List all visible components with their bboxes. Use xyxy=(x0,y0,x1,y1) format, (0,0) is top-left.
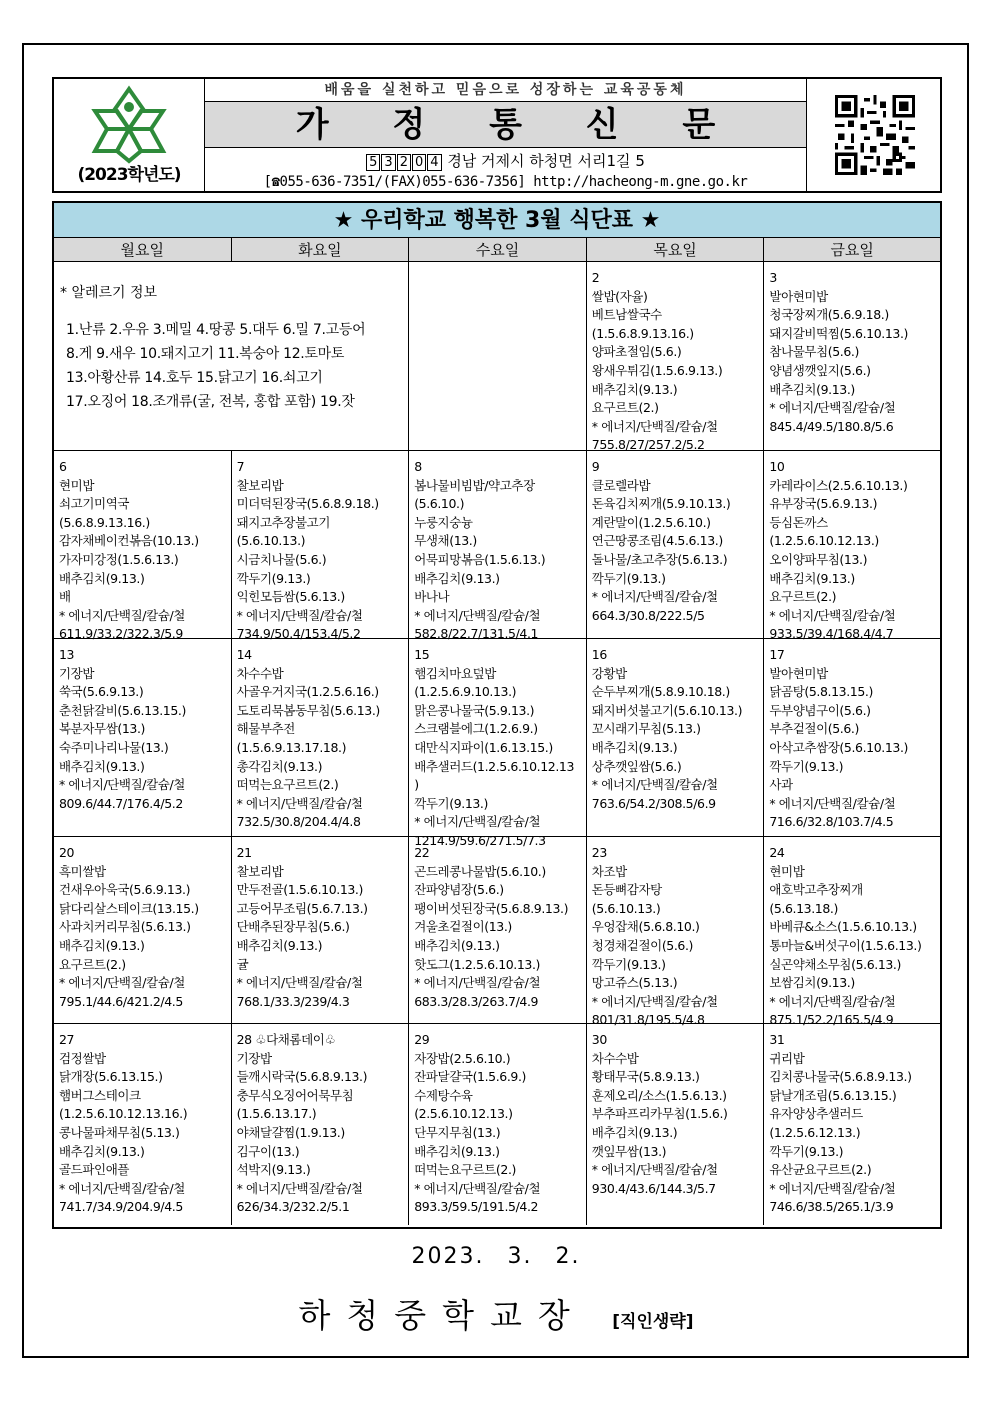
menu-item: * 에너지/단백질/칼슘/철 xyxy=(591,777,718,793)
menu-date: 14 xyxy=(236,647,252,662)
menu-cell xyxy=(764,262,940,450)
menu-item: 검정쌀밥 xyxy=(59,1050,106,1066)
weekday-label: 화요일 xyxy=(232,238,410,261)
menu-item: * 에너지/단백질/칼슘/철 xyxy=(59,975,185,991)
menu-item: 황태무국(5.8.9.13.) xyxy=(591,1069,700,1085)
menu-item: 연근땅콩조림(4.5.6.13.) xyxy=(591,533,723,549)
menu-item: 충무식오징어어묵무침 xyxy=(236,1087,354,1103)
menu-item: * 에너지/단백질/칼슘/철 xyxy=(414,1180,541,1196)
weekday-label: 월요일 xyxy=(54,238,232,261)
menu-date: 9 xyxy=(591,459,600,474)
menu-cell xyxy=(409,837,587,1023)
menu-item: 양념생깻잎지(5.6.) xyxy=(769,362,871,378)
menu-date: 17 xyxy=(769,647,785,662)
header-center xyxy=(205,79,807,191)
menu-item: 사과치커리무침(5.6.13.) xyxy=(59,919,191,935)
menu-item: 유부장국(5.6.9.13.) xyxy=(769,496,878,512)
menu-item: 건새우아욱국(5.6.9.13.) xyxy=(59,882,191,898)
menu-item: * 에너지/단백질/칼슘/철 xyxy=(414,814,541,830)
menu-cell xyxy=(54,451,232,642)
menu-item: 김구이(13.) xyxy=(236,1143,300,1159)
menu-cell xyxy=(764,1024,940,1225)
menu-item: * 에너지/단백질/칼슘/철 xyxy=(236,1180,363,1196)
menu-item: 상추깻잎쌈(5.6.) xyxy=(591,758,682,774)
menu-item: 자장밥(2.5.6.10.) xyxy=(414,1050,511,1066)
menu-item: * 에너지/단백질/칼슘/철 xyxy=(769,993,896,1009)
menu-item: 찰보리밥 xyxy=(236,477,284,493)
menu-item: 발아현미밥 xyxy=(769,665,828,681)
menu-item: * 에너지/단백질/칼슘/철 xyxy=(769,795,896,811)
menu-cell-empty xyxy=(409,262,587,450)
menu-cell xyxy=(587,837,765,1028)
menu-item: 콩나물파채무침(5.13.) xyxy=(59,1124,180,1140)
menu-item: 683.3/28.3/263.7/4.9 xyxy=(414,993,539,1009)
menu-item: 잔파달걀국(1.5.6.9.) xyxy=(414,1069,527,1085)
weekday-label: 수요일 xyxy=(409,238,587,261)
menu-item: 795.1/44.6/421.2/4.5 xyxy=(59,993,183,1009)
menu-item: 감자채베이컨볶음(10.13.) xyxy=(59,533,199,549)
menu-item: 곤드레콩나물밥(5.6.10.) xyxy=(414,863,546,879)
menu-item: 등심돈까스 xyxy=(769,514,828,530)
menu-item: 핫도그(1.2.5.6.10.13.) xyxy=(414,956,541,972)
menu-item: 강황밥 xyxy=(591,665,627,681)
menu-cell xyxy=(232,1024,410,1225)
menu-item: 수제탕수육 xyxy=(414,1087,473,1103)
menu-date: 7 xyxy=(236,459,245,474)
menu-item: 골드파인애플 xyxy=(59,1162,130,1178)
menu-item: 닭개장(5.6.13.15.) xyxy=(59,1069,163,1085)
zip-digit: 3 xyxy=(381,154,395,171)
menu-item: 배추샐러드(1.2.5.6.10.12.13 xyxy=(414,758,575,774)
school-logo-box xyxy=(54,79,205,191)
menu-item: 무생채(13.) xyxy=(414,533,477,549)
menu-item: * 에너지/단백질/칼슘/철 xyxy=(769,1180,896,1196)
menu-item: 611.9/33.2/322.3/5.9 xyxy=(59,626,183,642)
menu-item: 망고쥬스(5.13.) xyxy=(591,975,678,991)
zip-digit: 5 xyxy=(366,154,380,171)
menu-item: (2.5.6.10.12.13.) xyxy=(414,1106,513,1122)
menu-item: * 에너지/단백질/칼슘/철 xyxy=(591,418,718,434)
menu-item: 쇠고기미역국 xyxy=(59,496,130,512)
menu-item: 바베큐&소스(1.5.6.10.13.) xyxy=(769,919,917,935)
menu-item: * 에너지/단백질/칼슘/철 xyxy=(414,975,541,991)
menu-item: 참나물무침(5.6.) xyxy=(769,344,859,360)
menu-item: * 에너지/단백질/칼슘/철 xyxy=(236,607,363,623)
allergy-line: 17.오징어 18.조개류(굴, 전복, 홍합 포함) 19.잣 xyxy=(66,394,355,410)
menu-date: 13 xyxy=(59,647,75,662)
menu-item: (1.5.6.13.17.) xyxy=(236,1106,317,1122)
principal-name: 하청중학교장 xyxy=(298,1296,586,1335)
menu-item: 떠먹는요구르트(2.) xyxy=(236,777,339,793)
menu-cell xyxy=(587,262,765,453)
school-contact[interactable]: [☎055-636-7351/(FAX)055-636-7356] http://hacheong-m.gne.go.kr xyxy=(263,174,748,190)
menu-item: 차수수밥 xyxy=(236,665,284,681)
menu-item: 875.1/52.2/165.5/4.9 xyxy=(769,1012,894,1028)
menu-item: 배추김치(9.13.) xyxy=(59,758,145,774)
school-year: (2023학년도) xyxy=(77,165,181,185)
menu-item: 바나나 xyxy=(414,589,450,605)
menu-date: 30 xyxy=(591,1032,607,1047)
menu-item: 933.5/39.4/168.4/4.7 xyxy=(769,626,894,642)
menu-item: * 에너지/단백질/칼슘/철 xyxy=(591,993,718,1009)
menu-cell xyxy=(764,451,940,642)
menu-item: * 에너지/단백질/칼슘/철 xyxy=(59,1180,185,1196)
menu-item: * 에너지/단백질/칼슘/철 xyxy=(769,607,896,623)
menu-date: 24 xyxy=(769,845,785,860)
menu-item: (5.6.13.18.) xyxy=(769,900,838,916)
menu-item: 차조밥 xyxy=(591,863,627,879)
menu-item: 809.6/44.7/176.4/5.2 xyxy=(59,795,183,811)
menu-item: 통마늘&버섯구이(1.5.6.13.) xyxy=(769,937,922,953)
menu-item: 익힌모듬쌈(5.6.13.) xyxy=(236,589,345,605)
menu-item: 돈육김치찌개(5.9.10.13.) xyxy=(591,496,731,512)
menu-item: 582.8/22.7/131.5/4.1 xyxy=(414,626,539,642)
menu-cell xyxy=(54,639,232,836)
menu-item: 오이양파무침(13.) xyxy=(769,551,868,567)
school-address-line xyxy=(205,150,806,172)
menu-item: 사과 xyxy=(769,777,793,793)
menu-item: 도토리묵봄동무침(5.6.13.) xyxy=(236,702,380,718)
menu-item: * 에너지/단백질/칼슘/철 xyxy=(769,400,896,416)
menu-item: 단무지무침(13.) xyxy=(414,1124,501,1140)
menu-item: * 에너지/단백질/칼슘/철 xyxy=(59,607,185,623)
menu-item: 깍두기(9.13.) xyxy=(414,795,488,811)
menu-item: * 에너지/단백질/칼슘/철 xyxy=(591,589,718,605)
menu-item: 기장밥 xyxy=(236,1050,272,1066)
menu-item: 현미밥 xyxy=(59,477,95,493)
lunch-menu-table xyxy=(52,201,942,1229)
menu-item: 깍두기(9.13.) xyxy=(236,570,311,586)
menu-item: 아삭고추쌈장(5.6.10.13.) xyxy=(769,739,908,755)
menu-item: 애호박고추장찌개 xyxy=(769,882,863,898)
menu-cell xyxy=(587,639,765,836)
menu-date: 3 xyxy=(769,270,777,285)
menu-item: 배추김치(9.13.) xyxy=(591,1124,678,1140)
menu-item: (5.6.10.) xyxy=(414,496,465,512)
menu-item: 쑥국(5.6.9.13.) xyxy=(59,684,144,700)
menu-item: 746.6/38.5/265.1/3.9 xyxy=(769,1199,894,1215)
menu-item: 돼지고추장불고기 xyxy=(236,514,330,530)
menu-date: 15 xyxy=(414,647,430,662)
menu-item: 현미밥 xyxy=(769,863,805,879)
menu-item: 요구르트(2.) xyxy=(59,956,126,972)
menu-item: 베트남쌀국수 xyxy=(591,307,662,323)
menu-item: 숙주미나리나물(13.) xyxy=(59,739,169,755)
menu-item: (5.6.8.9.13.16.) xyxy=(59,514,150,530)
menu-item: 어묵피망볶음(1.5.6.13.) xyxy=(414,551,546,567)
menu-item: 카레라이스(2.5.6.10.13.) xyxy=(769,477,908,493)
menu-item: 발아현미밥 xyxy=(769,288,828,304)
menu-item: 순두부찌개(5.8.9.10.18.) xyxy=(591,684,730,700)
menu-date: 21 xyxy=(236,845,252,860)
school-address: 경남 거제시 하청면 서리1길 5 xyxy=(447,152,645,170)
menu-item: 찰보리밥 xyxy=(236,863,284,879)
menu-item: 야채달걀찜(1.9.13.) xyxy=(236,1124,345,1140)
menu-item: 930.4/43.6/144.3/5.7 xyxy=(591,1180,716,1196)
menu-item: 801/31.8/195.5/4.8 xyxy=(591,1012,705,1028)
menu-item: 부추파프리카무침(1.5.6.) xyxy=(591,1106,728,1122)
menu-item: 요구르트(2.) xyxy=(591,400,659,416)
menu-item: 양파초절임(5.6.) xyxy=(591,344,682,360)
menu-cell xyxy=(587,451,765,638)
menu-date: 20 xyxy=(59,845,75,860)
menu-item: 쌀밥(자율) xyxy=(591,288,648,304)
menu-date: 8 xyxy=(414,459,422,474)
page-title: 가 정 통 신 문 xyxy=(205,102,806,148)
menu-date: 28 ♧다채롬데이♧ xyxy=(236,1032,336,1047)
menu-item: * 에너지/단백질/칼슘/철 xyxy=(236,975,363,991)
menu-item: 총각김치(9.13.) xyxy=(236,758,323,774)
menu-item: 돼지버섯불고기(5.6.10.13.) xyxy=(591,702,743,718)
menu-item: (1.2.5.6.12.13.) xyxy=(769,1124,861,1140)
weekday-header xyxy=(54,238,940,262)
zip-digit: 4 xyxy=(427,154,441,171)
menu-date: 31 xyxy=(769,1032,785,1047)
menu-item: 햄버그스테이크 xyxy=(59,1087,141,1103)
menu-date: 29 xyxy=(414,1032,430,1047)
school-motto: 배움을 실천하고 믿음으로 성장하는 교육공동체 xyxy=(205,79,806,102)
qr-code-icon[interactable] xyxy=(835,95,915,175)
menu-item: 춘천닭갈비(5.6.13.15.) xyxy=(59,702,186,718)
menu-date: 10 xyxy=(769,459,785,474)
menu-cell xyxy=(764,837,940,1028)
menu-item: (1.2.5.6.10.12.13.) xyxy=(769,533,879,549)
menu-item: 보쌈김치(9.13.) xyxy=(769,975,855,991)
menu-item: 배추김치(9.13.) xyxy=(591,381,678,397)
menu-item: 716.6/32.8/103.7/4.5 xyxy=(769,814,894,830)
menu-item: 깻잎무쌈(13.) xyxy=(591,1143,667,1159)
menu-item: 배추김치(9.13.) xyxy=(236,937,323,953)
menu-date: 6 xyxy=(59,459,67,474)
menu-item: (1.5.6.9.13.17.18.) xyxy=(236,739,347,755)
weekday-label: 금요일 xyxy=(830,241,874,259)
menu-item: 귤 xyxy=(236,956,249,972)
menu-item: 닭다리살스테이크(13.15.) xyxy=(59,900,199,916)
menu-item: 732.5/30.8/204.4/4.8 xyxy=(236,814,361,830)
menu-item: 664.3/30.8/222.5/5 xyxy=(591,607,705,623)
menu-date: 2 xyxy=(591,270,600,285)
menu-item: 배 xyxy=(59,589,71,605)
menu-item: 왕새우튀김(1.5.6.9.13.) xyxy=(591,362,723,378)
menu-item: 1214.9/59.6/271.5/7.3 xyxy=(414,832,546,848)
week-row-2 xyxy=(54,451,940,642)
menu-item: 들깨시락국(5.6.8.9.13.) xyxy=(236,1069,368,1085)
menu-item: 부추겉절이(5.6.) xyxy=(769,721,859,737)
qr-code-box xyxy=(807,79,940,191)
menu-cell xyxy=(764,639,940,836)
menu-item: 요구르트(2.) xyxy=(769,589,837,605)
menu-cell xyxy=(409,639,587,848)
menu-date: 27 xyxy=(59,1032,75,1047)
menu-item: 사골우거지국(1.2.5.6.16.) xyxy=(236,684,379,700)
menu-date: 23 xyxy=(591,845,607,860)
menu-item: 배추김치(9.13.) xyxy=(769,570,855,586)
week-row-5 xyxy=(54,1024,940,1225)
menu-item: 청경채겉절이(5.6.) xyxy=(591,937,694,953)
allergy-line: 1.난류 2.우유 3.메밀 4.땅콩 5.대두 6.밀 7.고등어 xyxy=(66,322,366,338)
menu-item: 꼬시래기무침(5.13.) xyxy=(591,721,701,737)
menu-item: 배추김치(9.13.) xyxy=(414,1143,500,1159)
menu-item: 755.8/27/257.2/5.2 xyxy=(591,437,705,453)
menu-item: 닭날개조림(5.6.13.15.) xyxy=(769,1087,897,1103)
weekday-label: 목요일 xyxy=(587,238,765,261)
menu-item: (5.6.10.13.) xyxy=(236,533,306,549)
menu-item: 팽이버섯된장국(5.6.8.9.13.) xyxy=(414,900,569,916)
menu-item: 배추김치(9.13.) xyxy=(59,1143,145,1159)
menu-item: 배추김치(9.13.) xyxy=(414,937,500,953)
menu-item: 두부양념구이(5.6.) xyxy=(769,702,871,718)
menu-item: * 에너지/단백질/칼슘/철 xyxy=(414,607,541,623)
allergy-line: 8.게 9.새우 10.돼지고기 11.복숭아 12.토마토 xyxy=(66,346,345,362)
menu-item: 시금치나물(5.6.) xyxy=(236,551,327,567)
menu-item: 유자양상추샐러드 xyxy=(769,1106,863,1122)
menu-item: 763.6/54.2/308.5/6.9 xyxy=(591,795,716,811)
menu-cell xyxy=(232,837,410,1023)
menu-item: 깍두기(9.13.) xyxy=(591,570,666,586)
menu-cell xyxy=(587,1024,765,1225)
menu-cell xyxy=(232,451,410,642)
menu-item: 대만식지파이(1.6.13.15.) xyxy=(414,739,553,755)
menu-item: (1.2.5.6.9.10.13.) xyxy=(414,684,517,700)
menu-title: ★ 우리학교 행복한 3월 식단표 ★ xyxy=(54,203,940,238)
menu-item: 훈제오리/소스(1.5.6.13.) xyxy=(591,1087,727,1103)
menu-item: 햄김치마요덮밥 xyxy=(414,665,496,681)
menu-item: 차수수밥 xyxy=(591,1050,639,1066)
menu-item: 겨울초겉절이(13.) xyxy=(414,919,512,935)
menu-item: 누룽지숭늉 xyxy=(414,514,473,530)
allergy-heading: * 알레르기 정보 xyxy=(60,285,158,301)
menu-item: 맑은콩나물국(5.9.13.) xyxy=(414,702,535,718)
allergy-line: 13.아황산류 14.호두 15.닭고기 16.쇠고기 xyxy=(66,370,323,386)
principal-signature xyxy=(0,1290,992,1337)
menu-item: (1.5.6.8.9.13.16.) xyxy=(591,325,694,341)
menu-item: 741.7/34.9/204.9/4.5 xyxy=(59,1199,183,1215)
menu-item: (1.2.5.6.10.12.13.16.) xyxy=(59,1106,188,1122)
menu-item: 해물부추전 xyxy=(236,721,295,737)
school-emblem-icon xyxy=(87,85,171,163)
menu-cell xyxy=(232,639,410,836)
newsletter-header xyxy=(52,77,942,193)
menu-item: 귀리밥 xyxy=(769,1050,805,1066)
menu-item: 626/34.3/232.2/5.1 xyxy=(236,1199,350,1215)
allergy-info xyxy=(54,262,409,450)
menu-item: 잔파양념장(5.6.) xyxy=(414,882,504,898)
menu-date: 22 xyxy=(414,845,430,860)
menu-item: 가자미강정(1.5.6.13.) xyxy=(59,551,179,567)
menu-item: 기장밥 xyxy=(59,665,95,681)
menu-item: 유산균요구르트(2.) xyxy=(769,1162,872,1178)
menu-item: 고등어무조림(5.6.7.13.) xyxy=(236,900,368,916)
menu-item: 깍두기(9.13.) xyxy=(769,1143,844,1159)
menu-item: 만두전골(1.5.6.10.13.) xyxy=(236,882,363,898)
menu-item: 배추김치(9.13.) xyxy=(591,739,678,755)
menu-item: 돈등뼈감자탕 xyxy=(591,882,662,898)
menu-item: 미더덕된장국(5.6.8.9.18.) xyxy=(236,496,379,512)
issue-date: 2023. 3. 2. xyxy=(411,1244,581,1269)
zip-digit: 2 xyxy=(397,154,411,171)
menu-item: 봄나물비빔밥/약고추장 xyxy=(414,477,535,493)
menu-cell xyxy=(54,837,232,1023)
menu-item: 닭곰탕(5.8.13.15.) xyxy=(769,684,873,700)
menu-item: * 에너지/단백질/칼슘/철 xyxy=(591,1162,718,1178)
menu-item: 클로렐라밥 xyxy=(591,477,651,493)
menu-item: 청국장찌개(5.6.9.18.) xyxy=(769,307,889,323)
menu-item: 845.4/49.5/180.8/5.6 xyxy=(769,418,894,434)
menu-item: * 에너지/단백질/칼슘/철 xyxy=(236,795,363,811)
menu-item: 배추김치(9.13.) xyxy=(414,570,500,586)
week-row-3 xyxy=(54,639,940,848)
menu-item: 깍두기(9.13.) xyxy=(769,758,844,774)
menu-item: 실곤약채소무침(5.6.13.) xyxy=(769,956,901,972)
zip-digit: 0 xyxy=(412,154,426,171)
week-row-1 xyxy=(54,262,940,451)
menu-item: 흑미쌀밥 xyxy=(59,863,106,879)
menu-item: 돼지갈비떡찜(5.6.10.13.) xyxy=(769,325,909,341)
menu-item: 떠먹는요구르트(2.) xyxy=(414,1162,516,1178)
menu-item: 768.1/33.3/239/4.3 xyxy=(236,993,350,1009)
menu-item: 단배추된장무침(5.6.) xyxy=(236,919,350,935)
menu-item: 배추김치(9.13.) xyxy=(59,570,145,586)
menu-date: 16 xyxy=(591,647,607,662)
menu-item: 계란말이(1.2.5.6.10.) xyxy=(591,514,711,530)
menu-cell xyxy=(409,1024,587,1225)
menu-item: 석박지(9.13.) xyxy=(236,1162,311,1178)
menu-item: 배추김치(9.13.) xyxy=(769,381,855,397)
menu-item: * 에너지/단백질/칼슘/철 xyxy=(59,777,185,793)
menu-item: 돌나물/초고추장(5.6.13.) xyxy=(591,551,728,567)
menu-item: 깍두기(9.13.) xyxy=(591,956,666,972)
menu-item: 893.3/59.5/191.5/4.2 xyxy=(414,1199,539,1215)
menu-item: 배추김치(9.13.) xyxy=(59,937,145,953)
menu-item: 스크램블에그(1.2.6.9.) xyxy=(414,721,538,737)
menu-item: 우엉잡채(5.6.8.10.) xyxy=(591,919,700,935)
week-row-4 xyxy=(54,837,940,1028)
menu-item: 김치콩나물국(5.6.8.9.13.) xyxy=(769,1069,912,1085)
seal-omitted-note: [직인생략] xyxy=(612,1312,694,1332)
menu-item: (5.6.10.13.) xyxy=(591,900,661,916)
menu-item: 734.9/50.4/153.4/5.2 xyxy=(236,626,361,642)
menu-item: 복분자무쌈(13.) xyxy=(59,721,146,737)
menu-cell xyxy=(54,1024,232,1225)
menu-cell xyxy=(409,451,587,642)
menu-item: ) xyxy=(414,777,419,793)
